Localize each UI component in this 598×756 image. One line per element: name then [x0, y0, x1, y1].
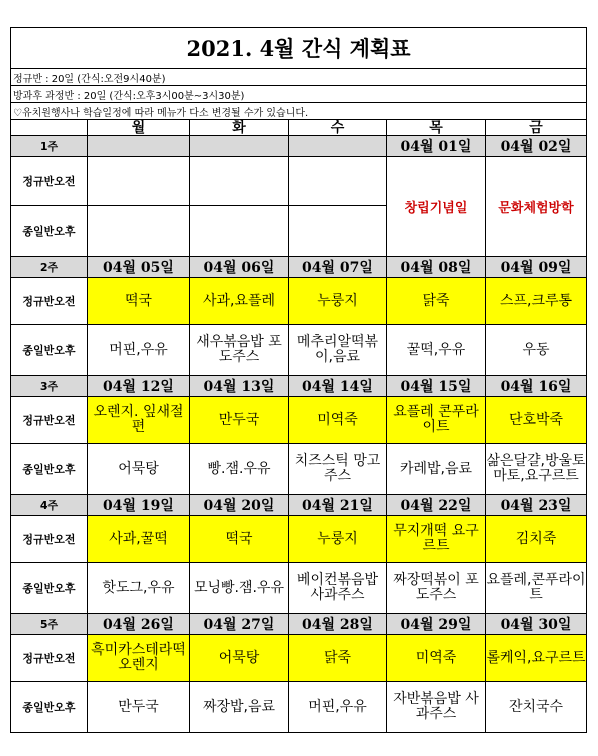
- holiday-cell: 문화체험방학: [486, 157, 587, 257]
- week-label: 5주: [11, 614, 88, 635]
- menu-cell-pm: 짜장밥,음료: [190, 682, 289, 733]
- week-5-am-row: [11, 635, 587, 682]
- menu-cell-am: 사과,꿀떡: [88, 516, 190, 563]
- menu-cell-am: 미역죽: [289, 397, 387, 444]
- menu-cell-pm: 삶은달걀,방울토마토,요구르트: [486, 444, 587, 495]
- day-header-wed: 수: [289, 120, 387, 136]
- menu-cell-pm: 치즈스틱 망고주스: [289, 444, 387, 495]
- date-cell: 04월 20일: [190, 495, 289, 516]
- date-cell: 04월 07일: [289, 257, 387, 278]
- row-label-am: 정규반오전: [11, 397, 88, 444]
- date-cell: [88, 136, 190, 157]
- date-cell: 04월 23일: [486, 495, 587, 516]
- menu-cell-am: 떡국: [190, 516, 289, 563]
- date-cell: 04월 22일: [387, 495, 486, 516]
- date-cell: 04월 26일: [88, 614, 190, 635]
- menu-cell-am: 흑미카스테라떡 오렌지: [88, 635, 190, 682]
- date-cell: 04월 08일: [387, 257, 486, 278]
- menu-cell-am: 미역죽: [387, 635, 486, 682]
- menu-cell-am: 무지개떡 요구르트: [387, 516, 486, 563]
- menu-cell-am: 떡국: [88, 278, 190, 325]
- row-label-pm: 종일반오후: [11, 682, 88, 733]
- menu-cell-pm: 짜장떡볶이 포도주스: [387, 563, 486, 614]
- day-header-thu: 목: [387, 120, 486, 136]
- menu-cell-pm: 머핀,우유: [289, 682, 387, 733]
- row-label-pm: 종일반오후: [11, 563, 88, 614]
- day-header-corner: [11, 120, 88, 136]
- row-label-am: 정규반오전: [11, 516, 88, 563]
- date-cell: 04월 27일: [190, 614, 289, 635]
- day-header-fri: 금: [486, 120, 587, 136]
- date-cell: 04월 29일: [387, 614, 486, 635]
- date-cell: 04월 16일: [486, 376, 587, 397]
- week-5-date-row: [11, 614, 587, 635]
- menu-cell-pm: 모닝빵.잼.우유: [190, 563, 289, 614]
- date-cell: 04월 15일: [387, 376, 486, 397]
- date-cell: 04월 02일: [486, 136, 587, 157]
- menu-cell-am: 닭죽: [289, 635, 387, 682]
- info-line-regular: 정규반 : 20일 (간식:오전9시40분): [11, 69, 587, 86]
- week-3-pm-row: [11, 444, 587, 495]
- holiday-cell: 창립기념일: [387, 157, 486, 257]
- week-2-am-row: [11, 278, 587, 325]
- menu-cell-pm: 핫도그,우유: [88, 563, 190, 614]
- menu-cell-am: 어묵탕: [190, 635, 289, 682]
- menu-cell-pm: 베이컨볶음밥 사과주스: [289, 563, 387, 614]
- menu-cell-empty: [289, 157, 387, 206]
- menu-cell-pm: 우동: [486, 325, 587, 376]
- week-2-pm-row: [11, 325, 587, 376]
- menu-cell-am: 롤케익,요구르트: [486, 635, 587, 682]
- row-label-am: 정규반오전: [11, 278, 88, 325]
- info-line-notice: ♡유치원행사나 학습일정에 따라 메뉴가 다소 변경될 수가 있습니다.: [11, 103, 587, 120]
- menu-cell-am: 요플레 콘푸라이트: [387, 397, 486, 444]
- menu-cell-pm: 새우볶음밥 포도주스: [190, 325, 289, 376]
- menu-cell-am: 누룽지: [289, 278, 387, 325]
- menu-cell-pm: 카레밥,음료: [387, 444, 486, 495]
- menu-cell-am: 닭죽: [387, 278, 486, 325]
- week-label: 1주: [11, 136, 88, 157]
- date-cell: [190, 136, 289, 157]
- row-label-am: 정규반오전: [11, 635, 88, 682]
- menu-cell-empty: [88, 206, 190, 257]
- week-label: 3주: [11, 376, 88, 397]
- menu-cell-am: 오렌지. 잎새절편: [88, 397, 190, 444]
- row-label-pm: 종일반오후: [11, 325, 88, 376]
- menu-cell-pm: 만두국: [88, 682, 190, 733]
- menu-cell-am: 김치죽: [486, 516, 587, 563]
- row-label-pm: 종일반오후: [11, 206, 88, 257]
- menu-cell-pm: 잔치국수: [486, 682, 587, 733]
- menu-cell-empty: [88, 157, 190, 206]
- date-cell: 04월 28일: [289, 614, 387, 635]
- date-cell: 04월 05일: [88, 257, 190, 278]
- week-4-am-row: [11, 516, 587, 563]
- menu-cell-pm: 어묵탕: [88, 444, 190, 495]
- menu-cell-pm: 머핀,우유: [88, 325, 190, 376]
- menu-cell-pm: 꿀떡,우유: [387, 325, 486, 376]
- week-1-date-row: [11, 136, 587, 157]
- week-label: 4주: [11, 495, 88, 516]
- menu-cell-pm: 빵.잼.우유: [190, 444, 289, 495]
- date-cell: 04월 30일: [486, 614, 587, 635]
- menu-cell-am: 누룽지: [289, 516, 387, 563]
- date-cell: 04월 01일: [387, 136, 486, 157]
- menu-cell-am: 스프,크루통: [486, 278, 587, 325]
- date-cell: 04월 06일: [190, 257, 289, 278]
- row-label-pm: 종일반오후: [11, 444, 88, 495]
- week-label: 2주: [11, 257, 88, 278]
- week-4-date-row: [11, 495, 587, 516]
- week-3-date-row: [11, 376, 587, 397]
- row-label-am: 정규반오전: [11, 157, 88, 206]
- week-1-am-row: [11, 157, 587, 206]
- day-header-tue: 화: [190, 120, 289, 136]
- date-cell: 04월 12일: [88, 376, 190, 397]
- menu-cell-pm: 자반볶음밥 사과주스: [387, 682, 486, 733]
- day-header-mon: 월: [88, 120, 190, 136]
- menu-cell-pm: 요플레,콘푸라이트: [486, 563, 587, 614]
- date-cell: [289, 136, 387, 157]
- menu-cell-am: 단호박죽: [486, 397, 587, 444]
- menu-cell-pm: 메추리알떡볶이,음료: [289, 325, 387, 376]
- menu-cell-am: 사과,요플레: [190, 278, 289, 325]
- menu-cell-empty: [190, 157, 289, 206]
- date-cell: 04월 14일: [289, 376, 387, 397]
- menu-cell-empty: [289, 206, 387, 257]
- day-header-row: [11, 120, 587, 136]
- week-4-pm-row: [11, 563, 587, 614]
- date-cell: 04월 19일: [88, 495, 190, 516]
- menu-cell-empty: [190, 206, 289, 257]
- info-line-afterschool: 방과후 과정반 : 20일 (간식:오후3시00분~3시30분): [11, 86, 587, 103]
- page-title: 2021. 4월 간식 계획표: [11, 28, 587, 69]
- week-2-date-row: [11, 257, 587, 278]
- date-cell: 04월 09일: [486, 257, 587, 278]
- week-3-am-row: [11, 397, 587, 444]
- snack-plan-table: [10, 27, 587, 733]
- date-cell: 04월 13일: [190, 376, 289, 397]
- week-5-pm-row: [11, 682, 587, 733]
- date-cell: 04월 21일: [289, 495, 387, 516]
- menu-cell-am: 만두국: [190, 397, 289, 444]
